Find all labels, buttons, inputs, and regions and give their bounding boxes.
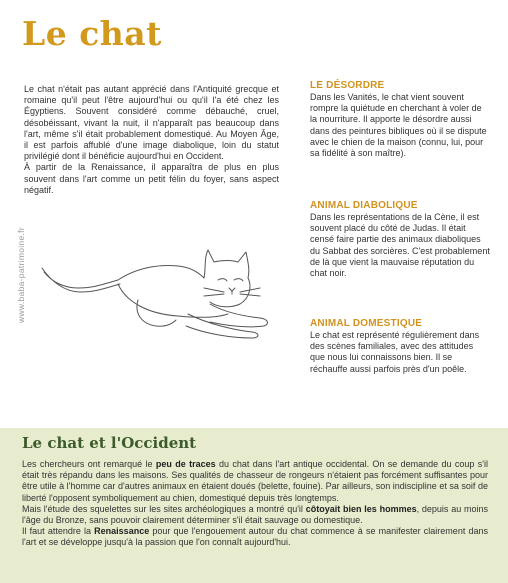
box-title: LE DÉSORDRE bbox=[310, 80, 385, 91]
highlight-text: côtoyait bien les hommes bbox=[305, 503, 417, 514]
cat-front-leg bbox=[210, 304, 267, 327]
intro-text bbox=[24, 84, 279, 196]
text-run: Il faut attendre la bbox=[22, 526, 95, 537]
text-run: du chat dans l'art antique occidental. On se demande du coup s'il était très répandu dans les maisons. Ses qualités de chasseur de rongeurs n'étaient pas forcément suffisantes pour être utile à l'homme car d'autres animaux en étaient doués (belette, fouine). Par ailleurs, son indiscipline et sa soif de liberté l'opposent symboliquement au chien, domestiqué depuis très longtemps. bbox=[22, 459, 488, 503]
intro-paragraph: Le chat n'était pas autant apprécié dans l'Antiquité grecque et romaine qu'il peut l'être aujourd'hui ou qu'il l'a été chez les Égyptiens. Souvent considéré comme débauché, cruel, désobéissant, vivant la nuit, il n'apparaît pas beaucoup dans l'art, même s'il était probablement domestiqué. Au Moyen Âge, il est parfois affublé d'une image diabolique, loin du statut privilégié dont il bénéficie aujourd'hui en Occident. bbox=[24, 84, 279, 162]
box-title: ANIMAL DOMESTIQUE bbox=[310, 318, 423, 329]
cat-back bbox=[118, 266, 204, 280]
text-run: Mais l'étude des squelettes sur les sites archéologiques a montré qu'il bbox=[22, 503, 306, 514]
box-title: ANIMAL DIABOLIQUE bbox=[310, 200, 418, 211]
section-title: Le chat et l'Occident bbox=[22, 434, 197, 452]
intro-paragraph: À partir de la Renaissance, il apparaîtra de plus en plus souvent dans l'art comme un petit félin du foyer, sans aspect négatif. bbox=[24, 162, 279, 195]
section-paragraph bbox=[22, 459, 488, 504]
section-paragraph bbox=[22, 504, 488, 526]
website-url: www.baba-patrimoine.fr bbox=[16, 227, 26, 323]
box-text: Dans les Vanités, le chat vient souvent rompre la quiétude en cherchant à voler de la nourriture. Il apporte le désordre aussi dans des peintures bibliques où il se dispute avec le chien de la maison (connu, lui, pour sa fidélité à son maître). bbox=[310, 92, 487, 159]
box-diabolique bbox=[310, 200, 490, 279]
cat-illustration bbox=[38, 228, 278, 346]
box-text: Le chat est représenté régulièrement dans des scènes familiales, avec des attitudes que nous lui connaissons bien. Il se réchauffe aussi parfois près d'un poêle. bbox=[310, 330, 480, 374]
highlight-text: peu de traces bbox=[155, 459, 216, 469]
cat-hind-leg bbox=[137, 300, 176, 326]
text-run: Les chercheurs ont remarqué le bbox=[22, 459, 156, 469]
section-paragraph bbox=[22, 526, 488, 548]
cat-head bbox=[204, 250, 250, 307]
box-domestique bbox=[310, 318, 490, 375]
text-run: , depuis au moins l'âge du Bronze, sans pouvoir clairement déterminer s'il était sauvage ou domestique. bbox=[22, 503, 489, 526]
box-desordre bbox=[310, 80, 490, 159]
section-text bbox=[22, 459, 488, 549]
page-title: Le chat bbox=[22, 14, 162, 53]
text-run: pour que l'engouement autour du chat commence à se manifester clairement dans l'art et se développe jusqu'à la passion que l'on connaît aujourd'hui. bbox=[22, 526, 488, 548]
highlight-text: Renaissance bbox=[94, 526, 150, 537]
cat-tail bbox=[44, 272, 118, 288]
box-text: Dans les représentations de la Cène, il est souvent placé du côté de Judas. Il était censé faire partie des animaux diaboliques du Sabbat des sorcières. C'est probablement de là que vient la mauvaise réputation du chat noir. bbox=[310, 212, 490, 279]
occident-section bbox=[0, 428, 508, 583]
